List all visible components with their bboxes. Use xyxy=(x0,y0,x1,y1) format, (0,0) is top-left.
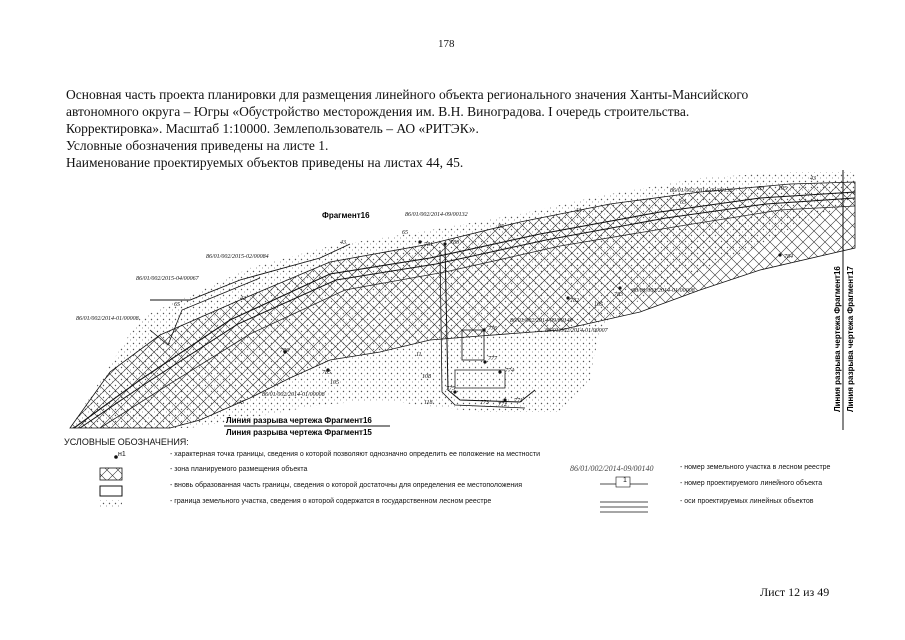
legend-point-symbol: н1 xyxy=(118,451,126,458)
quarter-number: 105 xyxy=(330,380,339,386)
legend-item: - оси проектируемых линейных объектов xyxy=(680,498,814,505)
quarter-number: 108 xyxy=(422,374,431,380)
break-line-label: Линия разрыва чертежа Фрагмент15 xyxy=(226,428,372,437)
parcel-label: 86/01/002/2014-09/00132 xyxy=(405,212,468,218)
legend-item: - характерная точка границы, сведения о которой позволяют однозначно определить ее положение на местности xyxy=(170,451,541,458)
fragment-label: Фрагмент16 xyxy=(322,211,370,220)
point-number: 772 xyxy=(498,402,507,408)
quarter-number: 65 xyxy=(402,230,408,236)
quarter-number: 85 xyxy=(498,224,504,230)
quarter-number: 43 xyxy=(340,240,346,246)
legend-title: УСЛОВНЫЕ ОБОЗНАЧЕНИЯ: xyxy=(64,437,189,447)
quarter-number: 43 xyxy=(575,208,581,214)
point-number: 771 xyxy=(514,398,523,404)
quarter-number: 85 xyxy=(758,186,764,192)
legend-item: - вновь образованная часть границы, сведения о которой достаточны для определения ее местоположения xyxy=(170,482,522,489)
break-line-label: Линия разрыва чертежа Фрагмент16 xyxy=(226,416,372,425)
legend-item: - номер проектируемого линейного объекта xyxy=(680,480,823,487)
parcel-label: 86/01/002/2014-01/00008 xyxy=(632,288,695,294)
intro-line: Наименование проектируемых объектов приведены на листах 44, 45. xyxy=(66,155,464,170)
quarter-number: 118 xyxy=(424,400,433,406)
quarter-number: 65 xyxy=(680,200,686,206)
sheet-number: Лист 12 из 49 xyxy=(760,585,830,599)
page-number: 178 xyxy=(438,38,455,50)
legend-item: - номер земельного участка в лесном реестре xyxy=(680,464,831,471)
point-number: 780 xyxy=(450,240,459,246)
intro-line: автономного округа – Югры «Обустройство месторождения им. В.Н. Виноградова. I очередь строительства. xyxy=(66,104,690,119)
point-number: 784 xyxy=(784,254,793,260)
legend-symbols xyxy=(96,448,166,510)
parcel-label: 86/01/002/2015-02/00084 xyxy=(206,254,269,260)
quarter-number: 43 xyxy=(240,296,246,302)
quarter-number: 43 xyxy=(810,176,816,182)
point-number: 773 xyxy=(480,400,489,406)
parcel-label: 86/01/002/2014-09/00132 xyxy=(670,188,733,194)
parcel-label: 86/01/002/2014-09/00140 xyxy=(510,318,573,324)
point-number: 785 xyxy=(322,370,331,376)
point-number: 782 xyxy=(570,298,579,304)
point-number: 777 xyxy=(488,356,497,362)
parcel-label: 86/01/002/2014-01/00008 xyxy=(262,392,325,398)
point-number: 781 xyxy=(424,242,433,248)
break-line-label: Линия разрыва чертежа Фрагмент17 xyxy=(846,266,855,412)
point-number: 786 xyxy=(280,348,289,354)
parcel-label: 86/01/002/2014-01/00007 xyxy=(545,328,608,334)
quarter-number: 105 xyxy=(778,186,787,192)
point-number: 775 xyxy=(446,386,455,392)
quarter-number: 65 xyxy=(174,302,180,308)
quarter-number: 11 xyxy=(416,352,422,358)
point-number: 774 xyxy=(505,368,514,374)
quarter-number: 43 xyxy=(238,400,244,406)
parcel-label: 86/01/002/2015-04/00067 xyxy=(136,276,199,282)
point-number: 776 xyxy=(488,326,497,332)
quarter-number: 105 xyxy=(594,302,603,308)
intro-line: Основная часть проекта планировки для размещения линейного объекта регионального значения Ханты-Мансийского xyxy=(66,87,749,102)
intro-line: Условные обозначения приведены на листе 1. xyxy=(66,138,329,153)
legend-item: - граница земельного участка, сведения о которой содержатся в государственном лесном реестре xyxy=(170,498,492,505)
intro-line: Корректировка». Масштаб 1:10000. Землепользователь – АО «РИТЭК». xyxy=(66,121,479,136)
legend-object-sample: 1 xyxy=(623,477,627,484)
parcel-label: 86/01/002/2014-01/00008 xyxy=(76,316,139,322)
point-number: 783 xyxy=(614,292,623,298)
legend-forest-sample: 86/01/002/2014-09/00140 xyxy=(570,464,654,473)
break-line-label: Линия разрыва чертежа Фрагмент16 xyxy=(833,266,842,412)
legend-item: - зона планируемого размещения объекта xyxy=(170,466,308,473)
